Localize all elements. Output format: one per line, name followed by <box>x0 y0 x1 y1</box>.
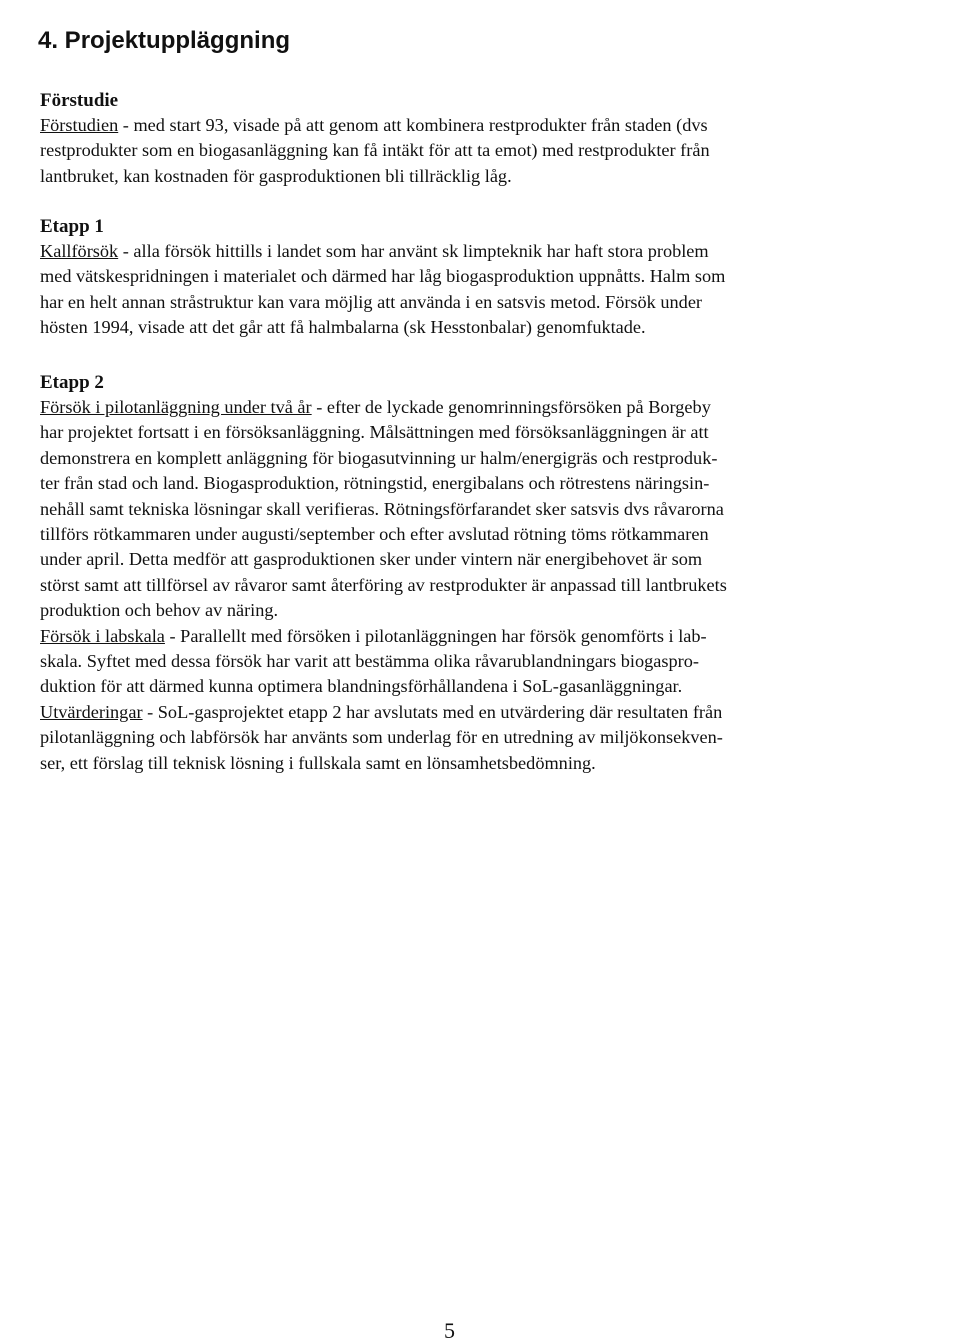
text-line: med vätskespridningen i materialet och därmed har låg biogasproduktion uppnåtts. Halm som <box>40 266 726 287</box>
underlined-term: Försök i pilotanläggning under två år <box>40 397 312 417</box>
paragraph-kallforsok <box>40 239 910 341</box>
text-line <box>40 239 910 264</box>
chapter-title: 4. Projektuppläggning <box>38 27 291 54</box>
text-line: tillförs rötkammaren under augusti/september och efter avslutad rötning töms rötkammaren <box>40 524 709 545</box>
text-line-rest: - SoL-gasprojektet etapp 2 har avslutats med en utvärdering där resultaten från <box>142 701 723 722</box>
text-line: nehåll samt tekniska lösningar skall verifieras. Rötningsförfarandet sker satsvis dvs råvarorna <box>40 498 724 519</box>
page-number: 5 <box>444 1318 455 1343</box>
section-forstudie <box>40 88 910 189</box>
text-line: skala. Syftet med dessa försök har varit att bestämma olika råvarublandningars biogaspro- <box>40 651 699 672</box>
text-line: har en helt annan stråstruktur kan vara möjlig att använda i en satsvis metod. Försök under <box>40 291 703 312</box>
text-line-rest: - Parallellt med försöken i pilotanläggningen har försök genomförts i lab- <box>164 625 707 646</box>
underlined-term: Förstudien <box>40 115 119 135</box>
text-line: störst samt att tillförsel av råvaror samt återföring av restprodukter är anpassad till lantbrukets <box>40 574 727 595</box>
text-line: duktion för att därmed kunna optimera blandningsförhållandena i SoL-gasanläggningar. <box>40 676 683 697</box>
text-line: ter från stad och land. Biogasproduktion, rötningstid, energibalans och rötrestens näringsin- <box>40 473 710 494</box>
section-heading-etapp-2: Etapp 2 <box>40 372 104 393</box>
underlined-term: Utvärderingar <box>40 701 143 722</box>
text-line: lantbruket, kan kostnaden för gasproduktionen bli tillräcklig låg. <box>40 165 512 186</box>
text-line: produktion och behov av näring. <box>40 600 279 621</box>
text-line: ser, ett förslag till teknisk lösning i fullskala samt en lönsamhetsbedömning. <box>40 752 596 773</box>
underlined-term: Försök i labskala <box>40 625 165 646</box>
underlined-term: Kallförsök <box>40 241 119 261</box>
text-line: har projektet fortsatt i en försöksanläggning. Målsättningen med försöksanläggningen är att <box>40 422 709 443</box>
section-etapp-1 <box>40 214 910 341</box>
text-line: restprodukter som en biogasanläggning kan få intäkt för att ta emot) med restprodukter från <box>40 140 710 161</box>
section-etapp-2 <box>40 370 910 776</box>
text-line <box>40 700 910 725</box>
paragraph-labskala <box>40 624 910 700</box>
text-line: pilotanläggning och labförsök har använts som underlag för en utredning av miljökonsekven- <box>40 727 723 748</box>
section-heading-forstudie: Förstudie <box>40 90 119 111</box>
text-line <box>40 113 910 138</box>
text-line <box>40 624 910 649</box>
text-line: hösten 1994, visade att det går att få halmbalarna (sk Hesstonbalar) genomfuktade. <box>40 317 646 338</box>
text-line: demonstrera en komplett anläggning för biogasutvinning ur halm/energigräs och restproduk- <box>40 447 718 468</box>
paragraph-utvarderingar <box>40 700 910 776</box>
text-line <box>40 395 910 420</box>
text-line-rest: - efter de lyckade genomrinningsförsöken på Borgeby <box>311 397 711 417</box>
paragraph-forstudie <box>40 113 910 189</box>
text-line-rest: - alla försök hittills i landet som har använt sk limpteknik har haft stora problem <box>118 241 709 261</box>
section-heading-etapp-1: Etapp 1 <box>40 216 104 237</box>
text-line: under april. Detta medför att gasproduktionen sker under vintern när energibehovet är som <box>40 549 703 570</box>
text-line-rest: - med start 93, visade på att genom att kombinera restprodukter från staden (dvs <box>118 115 708 135</box>
paragraph-pilot <box>40 395 910 624</box>
